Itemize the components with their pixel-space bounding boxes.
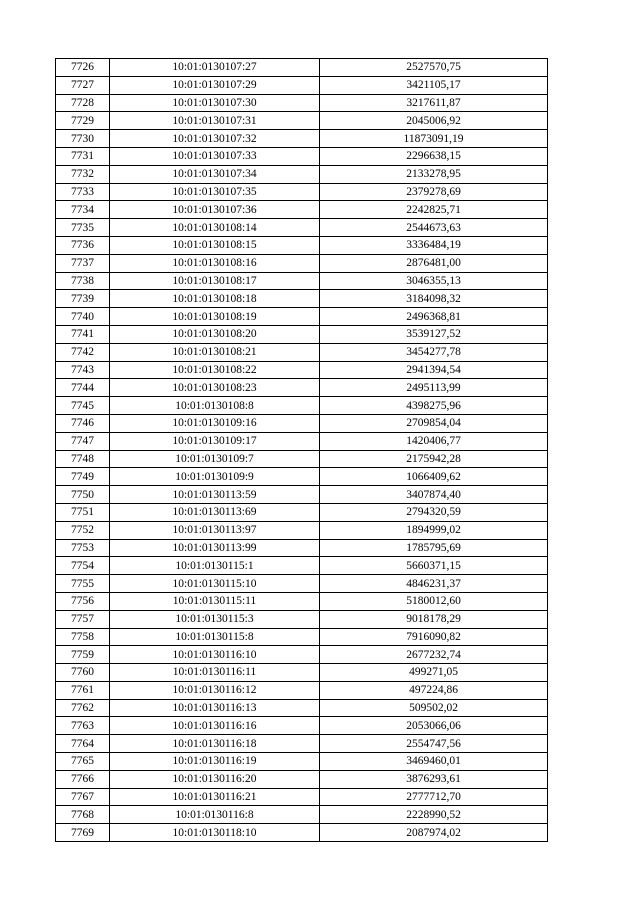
- cadastral-number-cell: 10:01:0130107:27: [110, 59, 320, 77]
- cadastral-number-cell: 10:01:0130108:22: [110, 361, 320, 379]
- cadastral-number-cell: 10:01:0130113:99: [110, 539, 320, 557]
- value-cell: 3876293,61: [320, 770, 548, 788]
- value-cell: 1894999,02: [320, 521, 548, 539]
- row-number-cell: 7756: [56, 592, 110, 610]
- table-row: [56, 753, 548, 771]
- cadastral-number-cell: 10:01:0130116:8: [110, 806, 320, 824]
- table-row: [56, 664, 548, 682]
- cadastral-number-cell: 10:01:0130108:19: [110, 308, 320, 326]
- row-number-cell: 7742: [56, 343, 110, 361]
- value-cell: 509502,02: [320, 699, 548, 717]
- cadastral-number-cell: 10:01:0130113:59: [110, 486, 320, 504]
- table-row: [56, 201, 548, 219]
- cadastral-number-cell: 10:01:0130116:13: [110, 699, 320, 717]
- value-cell: 3469460,01: [320, 753, 548, 771]
- value-cell: 2495113,99: [320, 379, 548, 397]
- table-row: [56, 557, 548, 575]
- row-number-cell: 7748: [56, 450, 110, 468]
- row-number-cell: 7764: [56, 735, 110, 753]
- value-cell: 2045006,92: [320, 112, 548, 130]
- table-row: [56, 503, 548, 521]
- row-number-cell: 7736: [56, 236, 110, 254]
- table-row: [56, 717, 548, 735]
- value-cell: 11873091,19: [320, 130, 548, 148]
- cadastral-number-cell: 10:01:0130116:11: [110, 664, 320, 682]
- table-row: [56, 646, 548, 664]
- value-cell: 5660371,15: [320, 557, 548, 575]
- row-number-cell: 7767: [56, 788, 110, 806]
- table-row: [56, 290, 548, 308]
- value-cell: 2554747,56: [320, 735, 548, 753]
- cadastral-number-cell: 10:01:0130116:12: [110, 681, 320, 699]
- row-number-cell: 7750: [56, 486, 110, 504]
- row-number-cell: 7762: [56, 699, 110, 717]
- cadastral-number-cell: 10:01:0130109:17: [110, 432, 320, 450]
- value-cell: 499271,05: [320, 664, 548, 682]
- table-row: [56, 254, 548, 272]
- row-number-cell: 7751: [56, 503, 110, 521]
- value-cell: 2228990,52: [320, 806, 548, 824]
- row-number-cell: 7728: [56, 94, 110, 112]
- row-number-cell: 7768: [56, 806, 110, 824]
- value-cell: 1785795,69: [320, 539, 548, 557]
- value-cell: 5180012,60: [320, 592, 548, 610]
- cadastral-number-cell: 10:01:0130108:14: [110, 219, 320, 237]
- row-number-cell: 7753: [56, 539, 110, 557]
- row-number-cell: 7741: [56, 325, 110, 343]
- cadastral-number-cell: 10:01:0130113:97: [110, 521, 320, 539]
- cadastral-number-cell: 10:01:0130115:10: [110, 575, 320, 593]
- value-cell: 2133278,95: [320, 165, 548, 183]
- cadastral-number-cell: 10:01:0130115:8: [110, 628, 320, 646]
- value-cell: 2876481,00: [320, 254, 548, 272]
- row-number-cell: 7727: [56, 76, 110, 94]
- cadastral-number-cell: 10:01:0130108:18: [110, 290, 320, 308]
- table-row: [56, 379, 548, 397]
- table-row: [56, 575, 548, 593]
- row-number-cell: 7760: [56, 664, 110, 682]
- table-row: [56, 76, 548, 94]
- row-number-cell: 7747: [56, 432, 110, 450]
- value-cell: 2794320,59: [320, 503, 548, 521]
- value-cell: 2296638,15: [320, 147, 548, 165]
- row-number-cell: 7759: [56, 646, 110, 664]
- table-row: [56, 236, 548, 254]
- cadastral-number-cell: 10:01:0130115:11: [110, 592, 320, 610]
- cadastral-number-cell: 10:01:0130116:21: [110, 788, 320, 806]
- row-number-cell: 7755: [56, 575, 110, 593]
- row-number-cell: 7765: [56, 753, 110, 771]
- row-number-cell: 7729: [56, 112, 110, 130]
- value-cell: 2053066,06: [320, 717, 548, 735]
- row-number-cell: 7749: [56, 468, 110, 486]
- value-cell: 2677232,74: [320, 646, 548, 664]
- table-row: [56, 450, 548, 468]
- row-number-cell: 7739: [56, 290, 110, 308]
- value-cell: 2941394,54: [320, 361, 548, 379]
- table-row: [56, 397, 548, 415]
- row-number-cell: 7766: [56, 770, 110, 788]
- table-row: [56, 343, 548, 361]
- row-number-cell: 7732: [56, 165, 110, 183]
- row-number-cell: 7734: [56, 201, 110, 219]
- value-cell: 2527570,75: [320, 59, 548, 77]
- cadastral-number-cell: 10:01:0130107:34: [110, 165, 320, 183]
- table-row: [56, 130, 548, 148]
- table-row: [56, 325, 548, 343]
- row-number-cell: 7746: [56, 414, 110, 432]
- value-cell: 2087974,02: [320, 824, 548, 842]
- table-row: [56, 610, 548, 628]
- row-number-cell: 7752: [56, 521, 110, 539]
- table-row: [56, 699, 548, 717]
- cadastral-number-cell: 10:01:0130108:15: [110, 236, 320, 254]
- value-cell: 4846231,37: [320, 575, 548, 593]
- cadastral-number-cell: 10:01:0130107:33: [110, 147, 320, 165]
- table-row: [56, 628, 548, 646]
- row-number-cell: 7754: [56, 557, 110, 575]
- value-cell: 2379278,69: [320, 183, 548, 201]
- cadastral-number-cell: 10:01:0130107:30: [110, 94, 320, 112]
- cadastral-number-cell: 10:01:0130107:36: [110, 201, 320, 219]
- value-cell: 2242825,71: [320, 201, 548, 219]
- row-number-cell: 7733: [56, 183, 110, 201]
- value-cell: 3454277,78: [320, 343, 548, 361]
- cadastral-number-cell: 10:01:0130116:19: [110, 753, 320, 771]
- cadastral-number-cell: 10:01:0130108:17: [110, 272, 320, 290]
- cadastral-number-cell: 10:01:0130107:32: [110, 130, 320, 148]
- table-row: [56, 539, 548, 557]
- cadastral-number-cell: 10:01:0130118:10: [110, 824, 320, 842]
- row-number-cell: 7726: [56, 59, 110, 77]
- value-cell: 3539127,52: [320, 325, 548, 343]
- table-row: [56, 432, 548, 450]
- table-row: [56, 361, 548, 379]
- table-row: [56, 183, 548, 201]
- cadastral-number-cell: 10:01:0130108:16: [110, 254, 320, 272]
- table-row: [56, 219, 548, 237]
- table-row: [56, 521, 548, 539]
- row-number-cell: 7763: [56, 717, 110, 735]
- value-cell: 2175942,28: [320, 450, 548, 468]
- cadastral-number-cell: 10:01:0130116:20: [110, 770, 320, 788]
- row-number-cell: 7737: [56, 254, 110, 272]
- value-cell: 3336484,19: [320, 236, 548, 254]
- table-row: [56, 165, 548, 183]
- value-cell: 1420406,77: [320, 432, 548, 450]
- cadastral-number-cell: 10:01:0130116:16: [110, 717, 320, 735]
- table-row: [56, 59, 548, 77]
- table-row: [56, 770, 548, 788]
- value-cell: 9018178,29: [320, 610, 548, 628]
- table-row: [56, 468, 548, 486]
- value-cell: 4398275,96: [320, 397, 548, 415]
- table-row: [56, 735, 548, 753]
- cadastral-number-cell: 10:01:0130113:69: [110, 503, 320, 521]
- table-row: [56, 806, 548, 824]
- value-cell: 3217611,87: [320, 94, 548, 112]
- row-number-cell: 7761: [56, 681, 110, 699]
- row-number-cell: 7738: [56, 272, 110, 290]
- value-cell: 2496368,81: [320, 308, 548, 326]
- row-number-cell: 7740: [56, 308, 110, 326]
- value-cell: 2709854,04: [320, 414, 548, 432]
- value-cell: 3421105,17: [320, 76, 548, 94]
- cadastral-number-cell: 10:01:0130115:3: [110, 610, 320, 628]
- cadastral-number-cell: 10:01:0130108:8: [110, 397, 320, 415]
- value-cell: 3046355,13: [320, 272, 548, 290]
- value-cell: 2777712,70: [320, 788, 548, 806]
- table-row: [56, 592, 548, 610]
- table-row: [56, 272, 548, 290]
- cadastral-number-cell: 10:01:0130108:21: [110, 343, 320, 361]
- row-number-cell: 7757: [56, 610, 110, 628]
- table-row: [56, 94, 548, 112]
- row-number-cell: 7745: [56, 397, 110, 415]
- table-row: [56, 824, 548, 842]
- row-number-cell: 7743: [56, 361, 110, 379]
- cadastral-number-cell: 10:01:0130108:23: [110, 379, 320, 397]
- table-body: [56, 59, 548, 842]
- cadastral-number-cell: 10:01:0130107:35: [110, 183, 320, 201]
- row-number-cell: 7758: [56, 628, 110, 646]
- value-cell: 2544673,63: [320, 219, 548, 237]
- value-cell: 7916090,82: [320, 628, 548, 646]
- table-row: [56, 788, 548, 806]
- cadastral-number-cell: 10:01:0130109:16: [110, 414, 320, 432]
- cadastral-number-cell: 10:01:0130107:31: [110, 112, 320, 130]
- row-number-cell: 7769: [56, 824, 110, 842]
- row-number-cell: 7730: [56, 130, 110, 148]
- table-row: [56, 486, 548, 504]
- table-row: [56, 308, 548, 326]
- cadastral-number-cell: 10:01:0130116:18: [110, 735, 320, 753]
- cadastral-number-cell: 10:01:0130116:10: [110, 646, 320, 664]
- value-cell: 497224,86: [320, 681, 548, 699]
- row-number-cell: 7744: [56, 379, 110, 397]
- value-cell: 3407874,40: [320, 486, 548, 504]
- cadastral-number-cell: 10:01:0130109:9: [110, 468, 320, 486]
- table-row: [56, 112, 548, 130]
- cadastral-number-cell: 10:01:0130109:7: [110, 450, 320, 468]
- row-number-cell: 7731: [56, 147, 110, 165]
- cadastral-number-cell: 10:01:0130108:20: [110, 325, 320, 343]
- table-row: [56, 681, 548, 699]
- cadastral-number-cell: 10:01:0130107:29: [110, 76, 320, 94]
- value-cell: 3184098,32: [320, 290, 548, 308]
- table-row: [56, 414, 548, 432]
- value-cell: 1066409,62: [320, 468, 548, 486]
- cadastral-number-cell: 10:01:0130115:1: [110, 557, 320, 575]
- row-number-cell: 7735: [56, 219, 110, 237]
- data-table: [55, 58, 548, 842]
- table-row: [56, 147, 548, 165]
